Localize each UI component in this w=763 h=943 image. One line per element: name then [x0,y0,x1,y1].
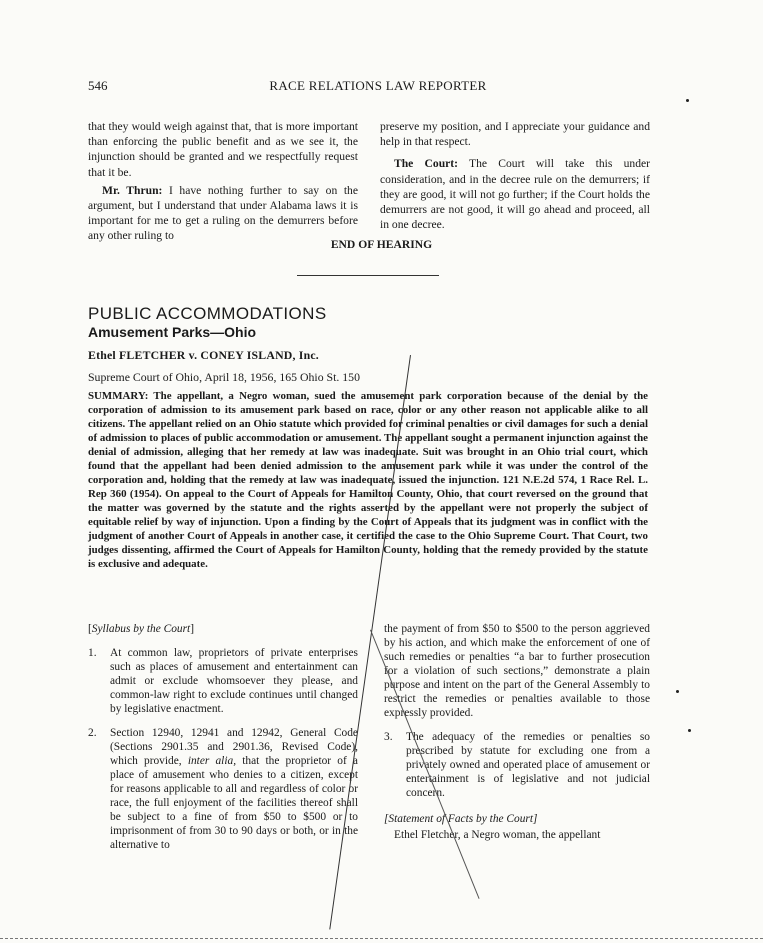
scan-speck [686,99,689,102]
page-number: 546 [88,78,108,93]
syllabus-item: 2. Section 12940, 12941 and 12942, General Code (Sections 2901.35 and 2901.36, Revised Code), which provide, inter alia, that the proprietor of a place of amusement who denies to a citizen, except for reasons applicable to all and regardless of color or race, the full enjoyment of the facilities thereof shall be subject to a fine of from $50 to $500 or to imprisonment of from 30 to 90 days or both, or in the alternative to [88,727,358,851]
top-left-column [88,119,358,244]
syllabus-right-column [384,622,650,842]
syllabus-heading: [Syllabus by the Court] [88,623,194,635]
summary-label: SUMMARY: [88,390,149,402]
top-right-column [380,119,650,232]
paragraph: that they would weigh against that, that is more important than enforcing the public benefit and as we see it, the injunction should be granted and we respectfully request that it be. [88,120,358,179]
syllabus-item: 3. The adequacy of the remedies or penalties so prescribed by statute for excluding one from a privately owned and operated place of amusement or entertainment is of legislative and not judicial concern. [384,731,650,799]
speech-text: The Court will take this under consideration, and in the decree rule on the demurrers; if they are good, it will not go further; if the Court holds the demurrers are not good, it will go ahead and proceed, all in one decree. [380,157,651,232]
section-subtitle: Amusement Parks—Ohio [88,324,257,340]
syllabus-left-column [88,622,358,852]
speaker-name: Mr. Thrun: [102,183,163,197]
speaker-name: The Court: [394,157,459,171]
running-header [88,78,668,96]
section-divider [297,275,439,276]
scan-speck [676,690,679,693]
speech-text: I have nothing further to say on the argument, but I understand that under Alabama laws it is important for me to get a ruling on the demurrers before any other ruling to [88,183,358,243]
paragraph: preserve my position, and I appreciate your guidance and help in that respect. [380,120,650,149]
scan-speck [688,729,691,732]
scan-bottom-edge [0,938,763,939]
section-title: PUBLIC ACCOMMODATIONS [88,304,327,323]
summary-text: The appellant, a Negro woman, sued the amusement park corporation because of the denial by the corporation of admission to its amusement park based on race, color or any other reason not applicable alike to all citizens. The appellant relied on an Ohio statute which provided for criminal penalties or civil damages for such a denial of admission to places of public accommodation or amusement. The appellant sought a permanent injunction against the denial of admission, alleging that her remedy at law was inadequate. Suit was brought in an Ohio trial court, which found that the appellant had been denied admission to the amusement park while it was under the control of the corporation and, holding that the remedy at law was inadequate, issued the injunction. 121 N.E.2d 574, 1 Race Rel. L. Rep 360 (1954). On appeal to the Court of Appeals for Hamilton County, Ohio, that court reversed on the ground that the matter was governed by the statute and the rights asserted by the appellant were not properly the subject of equitable relief by way of injunction. Upon a finding by the Court of Appeals that its judgment was in conflict with the judgment of another Court of Appeals in another case, it certified the case to the Ohio Supreme Court. That Court, two judges dissenting, affirmed the Court of Appeals for Hamilton County, holding that the remedy provided by the statute is exclusive and adequate. [88,390,648,570]
paragraph [88,183,358,244]
syllabus-list [88,646,358,852]
court-citation: Supreme Court of Ohio, April 18, 1956, 165 Ohio St. 150 [88,370,360,384]
running-title: RACE RELATIONS LAW REPORTER [269,78,487,93]
syllabus-continuation: the payment of from $50 to $500 to the person aggrieved by his action, and which make the enforcement of one of such remedies or penalties “a bar to further prosecution for a violation of such sections,” demonstrate a plain purpose and intent on the part of the General Assembly to restrict the remedies or penalties available to those expressly provided. [384,623,650,719]
case-name: Ethel FLETCHER v. CONEY ISLAND, Inc. [88,348,319,362]
facts-heading: [Statement of Facts by the Court] [384,813,538,825]
facts-text: Ethel Fletcher, a Negro woman, the appellant [394,829,601,841]
end-of-hearing: END OF HEARING [330,238,433,251]
paragraph [380,156,650,232]
case-summary [88,389,648,571]
syllabus-item: 1. At common law, proprietors of private enterprises such as places of amusement and entertainment can admit or exclude whomsoever they please, and common-law right to exclude continues until changed by legislative enactment. [88,647,358,715]
